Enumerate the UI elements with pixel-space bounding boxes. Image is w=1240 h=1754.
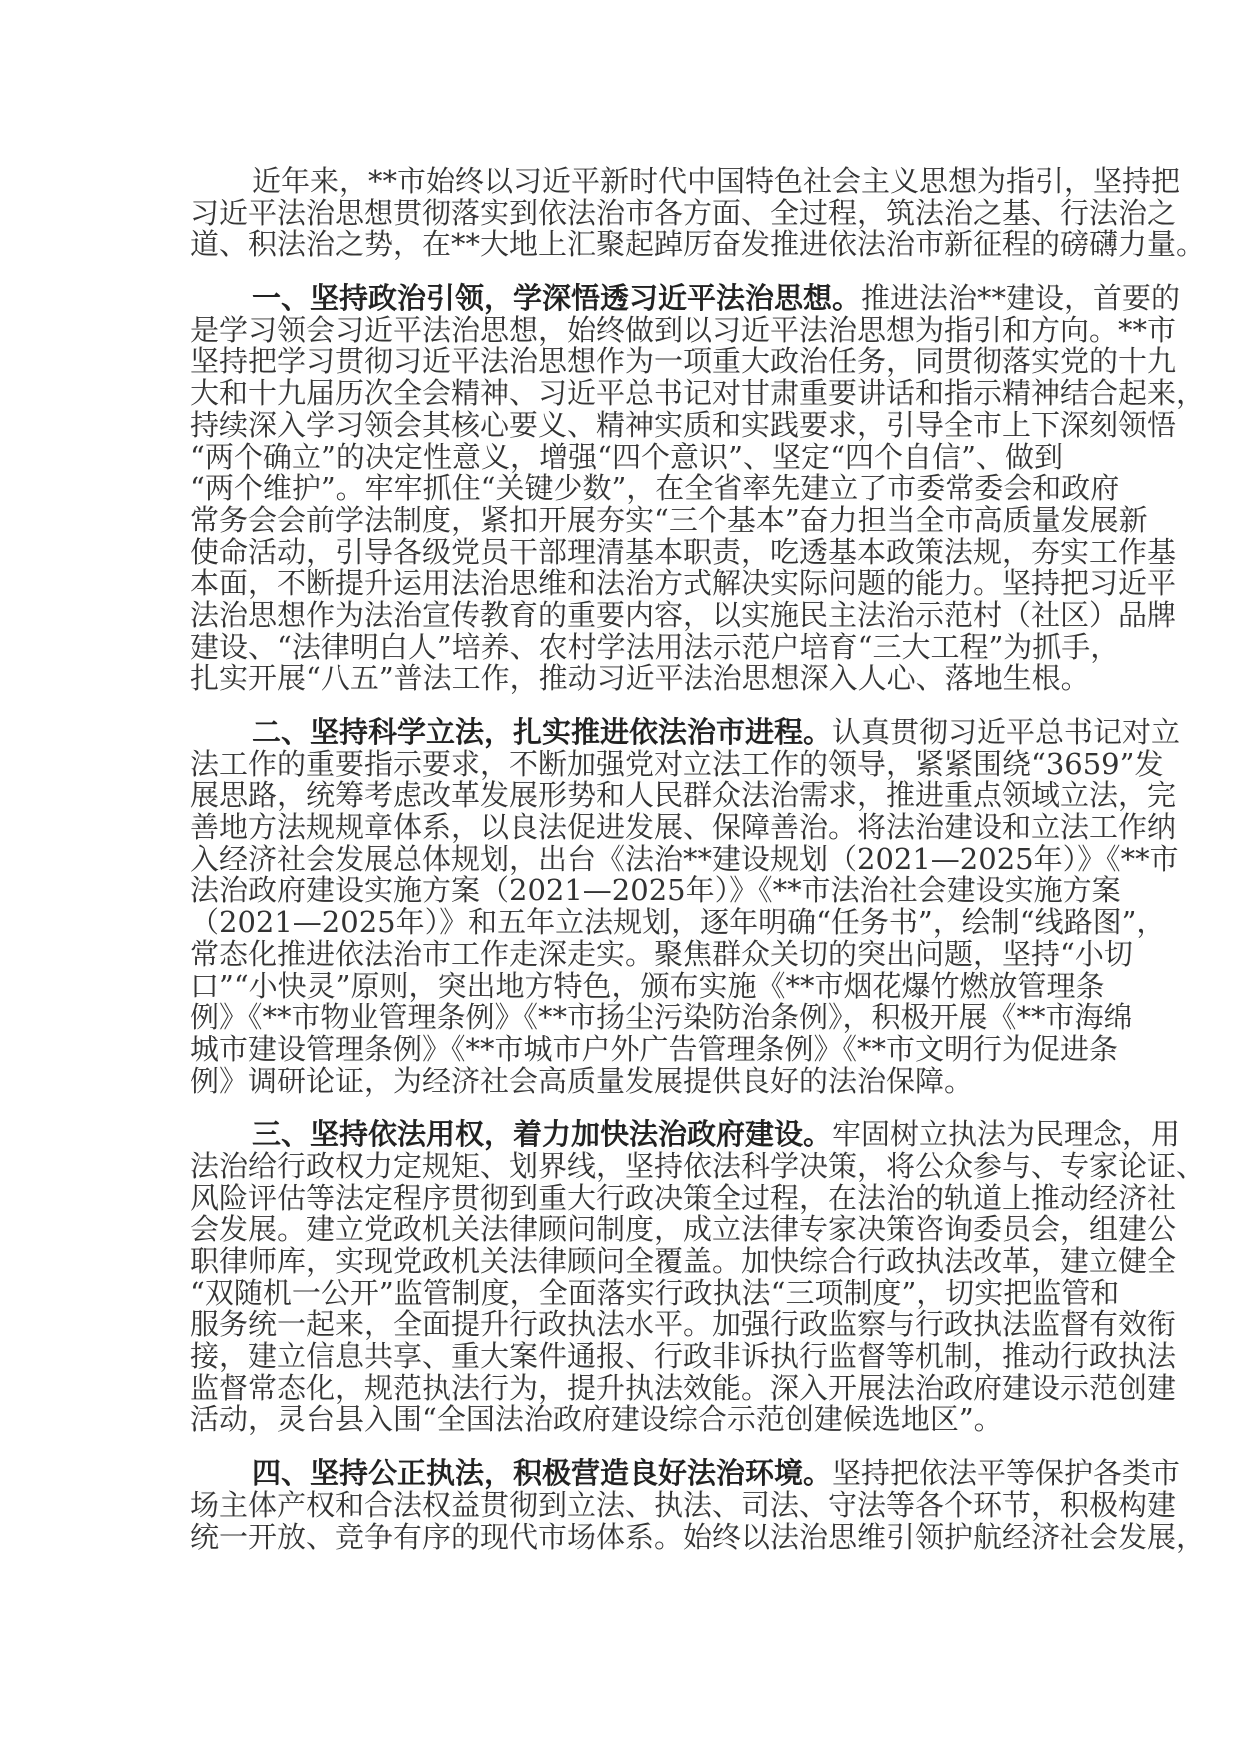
line-text: 职律师库，实现党政机关法律顾问全覆盖。加快综合行政执法改革，建立健全 xyxy=(190,1244,1177,1278)
text-line xyxy=(190,439,1063,474)
text-line xyxy=(190,597,1177,632)
section-paragraph xyxy=(190,1456,1206,1554)
line-text: 接，建立信息共享、重大案件通报、行政非诉执行监督等机制，推动行政执法 xyxy=(190,1339,1177,1374)
intro-paragraph xyxy=(190,164,1206,262)
line-text: 统一开放、竞争有序的现代市场体系。始终以法治思维引领护航经济社会发展， xyxy=(190,1519,1206,1554)
text-line xyxy=(190,1487,1177,1522)
text-line xyxy=(190,873,1121,908)
text-line xyxy=(190,344,1177,379)
line-text: 本面，不断提升运用法治思维和法治方式解决实际问题的能力。坚持把习近平 xyxy=(190,566,1177,601)
line-text: 常态化推进依法治市工作走深走实。聚焦群众关切的突出问题，坚持“小切 xyxy=(190,936,1133,971)
document-page xyxy=(190,164,1206,1575)
text-line xyxy=(190,810,1177,845)
line-text: 道、积法治之势，在**大地上汇聚起踔厉奋发推进依法治市新征程的磅礴力量。 xyxy=(190,227,1206,262)
text-line xyxy=(190,1212,1177,1247)
line-text: 会发展。建立党政机关法律顾问制度，成立法律专家决策咨询委员会，组建公 xyxy=(190,1212,1177,1247)
line-text: 例》调研论证，为经济社会高质量发展提供良好的法治保障。 xyxy=(190,1063,974,1098)
line-text: 坚持把依法平等保护各类市 xyxy=(832,1456,1181,1491)
section-paragraph xyxy=(190,1117,1206,1437)
line-text: 法工作的重要指示要求，不断加强党对立法工作的领导，紧紧围绕“3659”发 xyxy=(190,746,1164,781)
text-line xyxy=(190,1519,1206,1554)
section-heading: 四、坚持公正执法，积极营造良好法治环境。 xyxy=(252,1456,833,1491)
text-line xyxy=(190,661,1090,696)
text-line xyxy=(190,502,1148,537)
line-text: 持续深入学习领会其核心要义、精神实质和实践要求，引导全市上下深刻领悟 xyxy=(190,407,1177,442)
text-line xyxy=(190,905,1166,940)
text-line xyxy=(190,281,1181,316)
text-line xyxy=(190,1244,1177,1278)
text-line xyxy=(190,1180,1177,1215)
line-text: 牢固树立执法为民理念，用 xyxy=(832,1117,1181,1152)
line-text: “双随机一公开”监管制度，全面落实行政执法“三项制度”，切实把监管和 xyxy=(190,1275,1120,1310)
line-text: 法治给行政权力定规矩、划界线，坚持依法科学决策，将公众参与、专家论证、 xyxy=(190,1148,1206,1183)
line-text: 善地方法规规章体系，以良法促进发展、保障善治。将法治建设和立法工作纳 xyxy=(190,810,1177,845)
line-text: 例》《**市物业管理条例》《**市扬尘污染防治条例》，积极开展《**市海绵 xyxy=(190,1000,1133,1035)
line-text: 场主体产权和合法权益贯彻到立法、执法、司法、守法等各个环节，积极构建 xyxy=(190,1487,1177,1522)
text-line xyxy=(190,1339,1177,1374)
section-heading: 一、坚持政治引领，学深悟透习近平法治思想。 xyxy=(252,281,862,316)
line-text: “两个维护”。牢牢抓住“关键少数”，在全省率先建立了市委常委会和政府 xyxy=(190,471,1120,506)
text-line xyxy=(190,312,1177,347)
text-line xyxy=(190,471,1120,506)
text-line xyxy=(190,1404,1063,1436)
text-line xyxy=(190,936,1133,971)
line-text: 城市建设管理条例》《**市城市户外广告管理条例》《**市文明行为促进条 xyxy=(190,1031,1119,1066)
section-paragraph xyxy=(190,715,1181,1098)
text-line xyxy=(190,1307,1177,1342)
text-line xyxy=(190,968,1105,1003)
line-text: 活动，灵台县入围“全国法治政府建设综合示范创建候选地区”。 xyxy=(190,1402,1003,1437)
line-text: 扎实开展“八五”普法工作，推动习近平法治思想深入人心、落地生根。 xyxy=(190,661,1090,696)
line-text: 入经济社会发展总体规划，出台《法治**建设规划（2021—2025年）》《**市 xyxy=(190,841,1179,876)
text-line xyxy=(190,1063,1063,1098)
line-text: 服务统一起来，全面提升行政执法水平。加强行政监察与行政执法监督有效衔 xyxy=(190,1307,1177,1342)
text-line xyxy=(190,629,1120,664)
line-text: 常务会会前学法制度，紧扣开展夯实“三个基本”奋力担当全市高质量发展新 xyxy=(190,502,1148,537)
text-line xyxy=(190,715,1181,749)
section-heading: 三、坚持依法用权，着力加快法治政府建设。 xyxy=(252,1117,833,1152)
text-line xyxy=(190,407,1177,442)
text-line xyxy=(190,227,1206,262)
text-line xyxy=(190,778,1177,813)
line-text: 风险评估等法定程序贯彻到重大行政决策全过程，在法治的轨道上推动经济社 xyxy=(190,1180,1177,1215)
line-text: 法治政府建设实施方案（2021—2025年）》《**市法治社会建设实施方案 xyxy=(190,873,1121,908)
line-text: 使命活动，引导各级党员干部理清基本职责，吃透基本政策法规，夯实工作基 xyxy=(190,534,1177,569)
text-line xyxy=(190,376,1206,411)
text-line xyxy=(190,746,1164,781)
text-line xyxy=(190,1275,1120,1310)
line-text: 大和十九届历次全会精神、习近平总书记对甘肃重要讲话和指示精神结合起来， xyxy=(190,376,1206,411)
line-text: 监督常态化，规范执法行为，提升执法效能。深入开展法治政府建设示范创建 xyxy=(190,1370,1177,1405)
line-text: 是学习领会习近平法治思想，始终做到以习近平法治思想为指引和方向。**市 xyxy=(190,312,1177,347)
line-text: 习近平法治思想贯彻落实到依法治市各方面、全过程，筑法治之基、行法治之 xyxy=(190,195,1177,230)
section-heading: 二、坚持科学立法，扎实推进依法治市进程。 xyxy=(252,715,833,749)
text-line xyxy=(190,1000,1133,1035)
line-text: 法治思想作为法治宣传教育的重要内容，以实施民主法治示范村（社区）品牌 xyxy=(190,597,1177,632)
line-text: 坚持把学习贯彻习近平法治思想作为一项重大政治任务，同贯彻落实党的十九 xyxy=(190,344,1177,379)
line-text: 推进法治**建设，首要的 xyxy=(861,281,1181,316)
text-line xyxy=(190,566,1177,601)
text-line xyxy=(190,195,1177,230)
line-text: 近年来，**市始终以习近平新时代中国特色社会主义思想为指引，坚持把 xyxy=(252,164,1181,198)
text-line xyxy=(190,1117,1181,1152)
line-text: 展思路，统筹考虑改革发展形势和人民群众法治需求，推进重点领域立法，完 xyxy=(190,778,1177,813)
line-text: 建设、“法律明白人”培养、农村学法用法示范户培育“三大工程”为抓手， xyxy=(190,629,1120,664)
text-line xyxy=(190,534,1177,569)
text-line xyxy=(190,1148,1206,1183)
text-line xyxy=(190,164,1181,198)
text-line xyxy=(190,1370,1177,1405)
line-text: “两个确立”的决定性意义，增强“四个意识”、坚定“四个自信”、做到 xyxy=(190,439,1063,474)
text-line xyxy=(190,841,1179,876)
text-line xyxy=(190,1456,1181,1491)
line-text: （2021—2025年）》和五年立法规划，逐年明确“任务书”，绘制“线路图”， xyxy=(190,905,1166,940)
line-text: 口”“小快灵”原则，突出地方特色，颁布实施《**市烟花爆竹燃放管理条 xyxy=(190,968,1105,1003)
line-text: 认真贯彻习近平总书记对立 xyxy=(832,715,1181,749)
section-paragraph xyxy=(190,281,1206,696)
text-line xyxy=(190,1031,1119,1066)
